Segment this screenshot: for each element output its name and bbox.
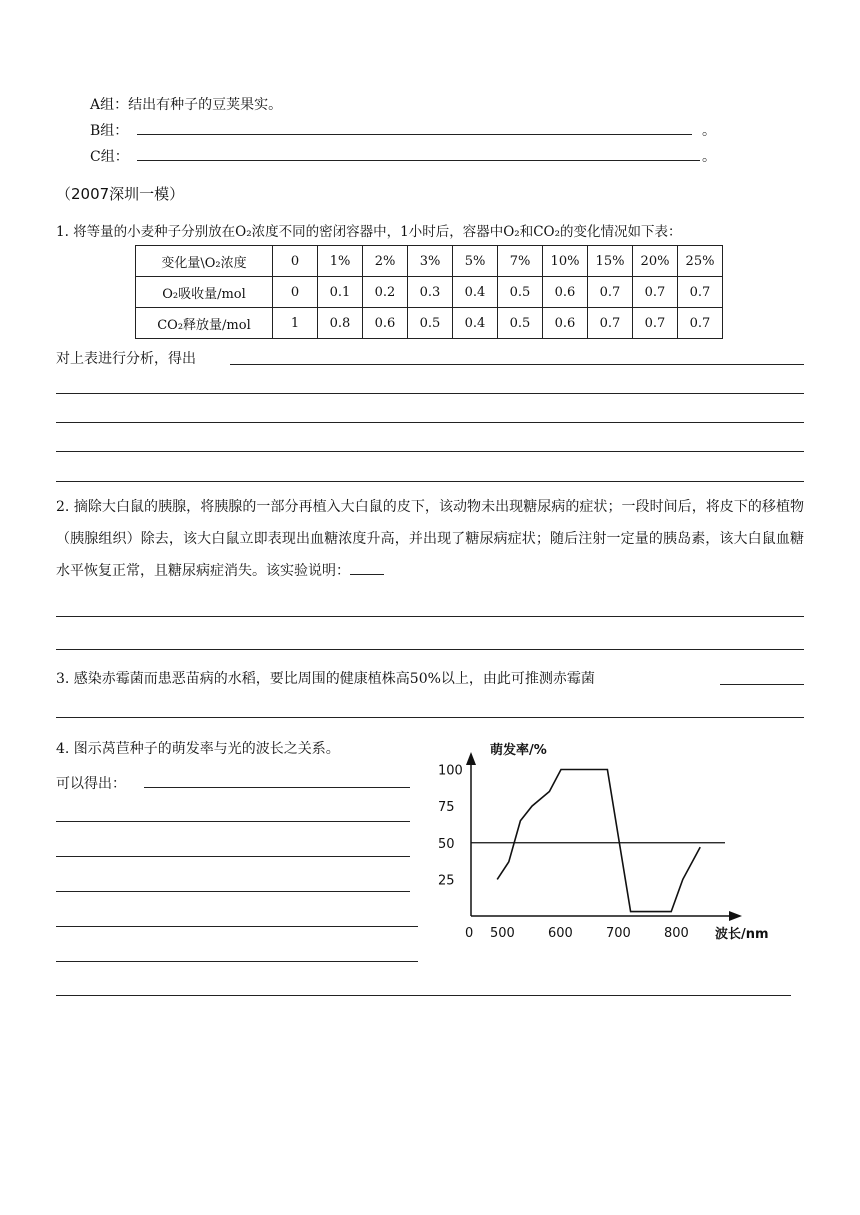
series-line [497,770,700,912]
q4-answer-line[interactable] [56,821,410,822]
table-row [136,277,723,308]
q1-text: 1. 将等量的小麦种子分别放在O₂浓度不同的密闭容器中，1小时后，容器中O₂和CO₂的变化情况如下表： [56,224,682,240]
table-cell: 0.5 [498,308,543,339]
group-b-period: 。 [702,123,716,139]
q4-answer-line[interactable] [56,995,791,996]
table-header-cell: 10% [543,246,588,277]
table-header-cell: 变化量\O₂浓度 [136,246,273,277]
group-c-label: C组： [90,149,129,165]
y-tick-label: 25 [438,873,455,889]
q2-inline-blank[interactable] [350,560,384,575]
q4-answer-line[interactable] [144,787,410,788]
table-cell: 0.3 [408,277,453,308]
table-header-cell: 2% [363,246,408,277]
q4-answer-line[interactable] [56,856,410,857]
y-axis-label: 萌发率/% [490,743,547,758]
y-axis-arrow [466,752,476,765]
q1-answer-line[interactable] [56,393,804,394]
q2-text [56,491,804,587]
x-axis-label: 波长/nm [715,927,769,942]
table-cell: 0.2 [363,277,408,308]
y-tick-label: 75 [438,800,455,816]
group-b-label: B组： [90,123,129,139]
table-cell: CO₂释放量/mol [136,308,273,339]
x-tick-label: 800 [664,926,689,941]
x-tick-label: 600 [548,926,573,941]
table-header-cell: 0 [273,246,318,277]
table-cell: 0.1 [318,277,363,308]
table-header-cell: 5% [453,246,498,277]
y-tick-label: 50 [438,836,455,852]
table-cell: 0.5 [498,277,543,308]
section-title: （2007深圳一模） [56,185,185,203]
q4-answer-line[interactable] [56,961,418,962]
group-b-answer-line[interactable] [137,120,692,135]
x-tick-label: 700 [606,926,631,941]
table-cell: 0.8 [318,308,363,339]
table-header-row [136,246,723,277]
q2-text-content: 2. 摘除大白鼠的胰腺，将胰腺的一部分再植入大白鼠的皮下，该动物未出现糖尿病的症状；一段时间后，将皮下的移植物（胰腺组织）除去，该大白鼠立即表现出血糖浓度升高，并出现了糖尿病症状；随后注射一定量的胰岛素，该大白鼠血糖水平恢复正常，且糖尿病症消失。该实验说明： [56,499,804,579]
table-cell: 0.7 [633,277,678,308]
table-header-cell: 25% [678,246,723,277]
table-header-cell: 7% [498,246,543,277]
group-c-answer-line[interactable] [137,146,700,161]
q1-answer-line[interactable] [56,451,804,452]
q1-answer-line[interactable] [230,364,804,365]
q2-answer-line[interactable] [56,649,804,650]
q2-answer-line[interactable] [56,616,804,617]
q4-answer-line[interactable] [56,891,410,892]
q3-inline-blank[interactable] [720,684,804,685]
table-cell: 0.7 [678,308,723,339]
table-cell: 1 [273,308,318,339]
table-cell: 0.7 [678,277,723,308]
group-a-text: A组：结出有种子的豆荚果实。 [90,97,283,113]
group-c-period: 。 [702,149,716,165]
table-header-cell: 15% [588,246,633,277]
table-cell: 0 [273,277,318,308]
table-header-cell: 3% [408,246,453,277]
table-row [136,308,723,339]
q1-answer-line[interactable] [56,422,804,423]
q3-answer-line[interactable] [56,717,804,718]
q4-prompt: 可以得出： [56,776,126,792]
o2-co2-table [135,245,723,339]
table-cell: 0.4 [453,277,498,308]
table-cell: 0.6 [363,308,408,339]
x-tick-label: 500 [490,926,515,941]
table-cell: 0.7 [588,308,633,339]
q4-text: 4. 图示莴苣种子的萌发率与光的波长之关系。 [56,741,340,757]
q4-answer-line[interactable] [56,926,418,927]
y-tick-label: 100 [438,763,463,779]
table-cell: 0.7 [633,308,678,339]
table-cell: 0.6 [543,277,588,308]
table-cell: 0.5 [408,308,453,339]
table-header-cell: 20% [633,246,678,277]
table-cell: 0.6 [543,308,588,339]
table-header-cell: 1% [318,246,363,277]
x-tick-label: 0 [465,926,474,941]
table-cell: 0.7 [588,277,633,308]
table-cell: O₂吸收量/mol [136,277,273,308]
q3-text: 3. 感染赤霉菌而患恶苗病的水稻，要比周围的健康植株高50%以上，由此可推测赤霉菌 [56,671,595,687]
q1-prompt: 对上表进行分析，得出 [56,351,196,367]
table-cell: 0.4 [453,308,498,339]
q1-answer-line[interactable] [56,481,804,482]
x-axis-arrow [729,911,742,921]
